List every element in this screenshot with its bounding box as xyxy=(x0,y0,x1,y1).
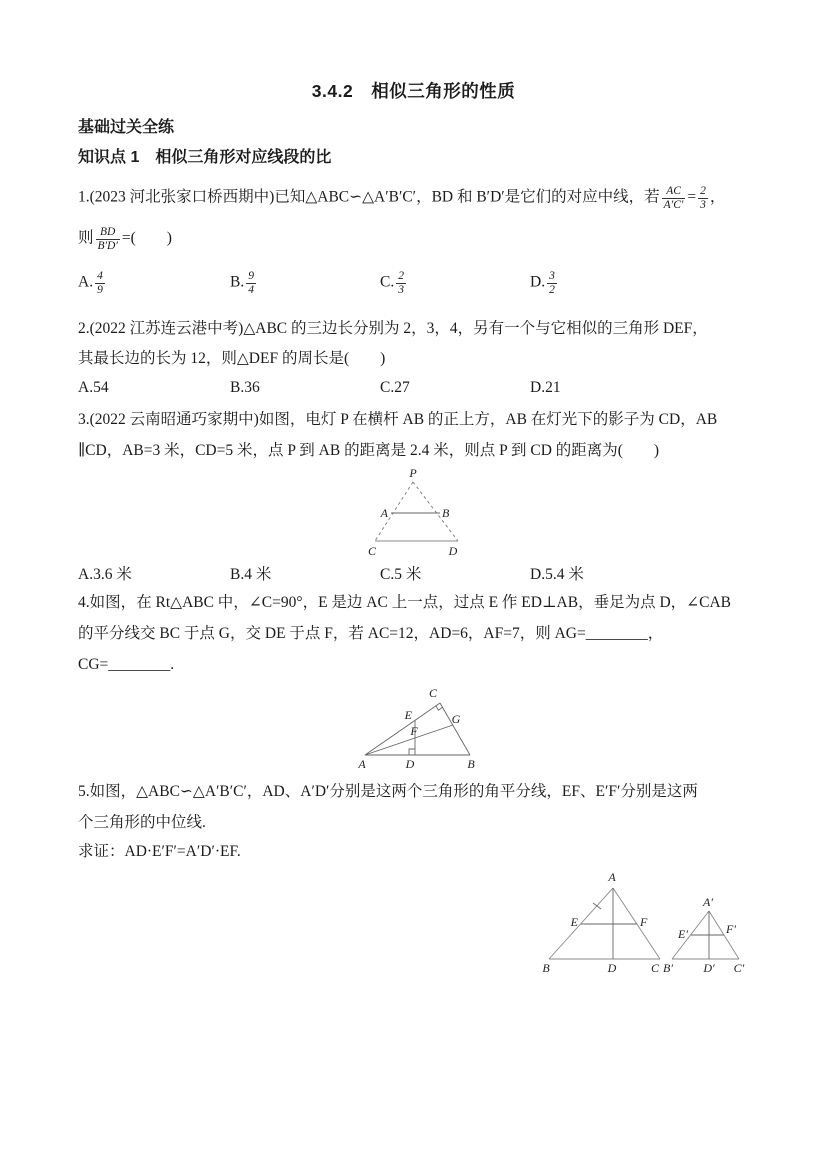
q1-option-a xyxy=(78,270,107,296)
fig5-tick-mark-ae xyxy=(593,903,601,909)
q1-option-a-label: A. xyxy=(78,273,94,291)
knowledge-point-heading: 知识点 1 相似三角形对应线段的比 xyxy=(78,149,332,166)
q1-option-b xyxy=(230,270,258,296)
fig3-label-b: B xyxy=(442,506,450,520)
q1-frac-23-den: 3 xyxy=(700,198,706,211)
q1-fraction-ac xyxy=(662,185,686,211)
fig4-label-d: D xyxy=(405,757,415,771)
q1-option-c-den: 3 xyxy=(398,283,404,296)
q1-option-c-label: C. xyxy=(380,273,395,291)
q1-option-a-num: 4 xyxy=(97,270,103,282)
q5-figure-similar-triangles xyxy=(533,866,768,978)
q2-option-c: C.27 xyxy=(380,379,410,396)
q4-figure-right-triangle xyxy=(338,680,490,774)
q3-stem-line2: ∥CD，AB=3 米，CD=5 米，点 P 到 AB 的距离是 2.4 米，则点 P 到 CD 的距离为( ) xyxy=(78,442,660,459)
q1-option-b-num: 9 xyxy=(248,270,254,282)
fig3-label-c: C xyxy=(367,544,377,558)
q3-figure-lamp-shadow xyxy=(352,466,474,562)
q5-stem-line1: 5.如图，△ABC∽△A′B′C′，AD、A′D′分别是这两个三角形的角平分线，EF、E′F′分别是这两 xyxy=(78,783,698,800)
fig3-label-p: P xyxy=(409,466,417,480)
fig5-side-ab xyxy=(549,888,613,959)
section-heading: 基础过关全练 xyxy=(78,119,175,136)
q1-option-d xyxy=(530,270,559,296)
fig5-label-f2: F′ xyxy=(726,922,736,936)
fig4-label-g: G xyxy=(451,712,461,726)
q1-option-a-fraction xyxy=(95,270,105,296)
fig5-label-b2: B′ xyxy=(663,961,673,975)
q1-stem-text: 1.(2023 河北张家口桥西期中)已知△ABC∽△A′B′C′，BD 和 B′D′是它们的对应中线，若 xyxy=(78,188,660,206)
q3-option-a: A.3.6 米 xyxy=(78,566,132,583)
fig4-label-f: F xyxy=(410,724,418,738)
q1-fraction-bd xyxy=(96,226,120,252)
q1-option-d-num: 3 xyxy=(549,270,555,282)
q4-stem-line1: 4.如图，在 Rt△ABC 中，∠C=90°，E 是边 AC 上一点，过点 E 作 ED⊥AB，垂足为点 D，∠CAB xyxy=(78,594,731,611)
fig4-label-a: A xyxy=(358,757,366,771)
q1-option-d-label: D. xyxy=(530,273,546,291)
q1-stem2-prefix: 则 xyxy=(78,229,94,247)
q2-option-b: B.36 xyxy=(230,379,260,396)
q1-frac-23-num: 2 xyxy=(700,185,706,197)
q2-option-a: A.54 xyxy=(78,379,109,396)
fig5-label-a: A xyxy=(608,870,616,884)
q1-option-d-den: 2 xyxy=(549,283,555,296)
fig3-ray-pd xyxy=(413,482,458,541)
q4-stem-line3: CG=________. xyxy=(78,656,175,673)
q1-option-c-fraction xyxy=(396,270,406,296)
fig5-label-d2: D′ xyxy=(703,961,715,975)
q1-option-c-num: 2 xyxy=(398,270,404,282)
q1-frac-ac-num: AC xyxy=(666,185,681,197)
fig4-side-ac xyxy=(365,703,440,755)
q1-frac-bd-num: BD xyxy=(100,226,116,238)
q1-equals: = xyxy=(687,188,697,206)
fig5-label-c: C xyxy=(650,961,660,975)
fig4-side-cb xyxy=(440,703,470,755)
q5-stem-line2: 个三角形的中位线. xyxy=(78,814,206,831)
q2-stem-line2: 其最长边的长为 12，则△DEF 的周长是( ) xyxy=(78,350,386,367)
q2-option-d: D.21 xyxy=(530,379,561,396)
q3-stem-line1: 3.(2022 云南昭通巧家期中)如图，电灯 P 在横杆 AB 的正上方，AB 在灯光下的影子为 CD，AB xyxy=(78,411,718,428)
q1-stem-line1 xyxy=(78,185,725,211)
q2-options-row xyxy=(0,379,827,409)
q2-stem-line1: 2.(2022 江苏连云港中考)△ABC 的三边长分别为 2，3，4，另有一个与它相似的三角形 DEF， xyxy=(78,320,708,337)
q1-option-d-fraction xyxy=(547,270,557,296)
fig5-label-b: B xyxy=(542,961,550,975)
fig3-label-a: A xyxy=(380,506,388,520)
q3-option-b: B.4 米 xyxy=(230,566,272,583)
fig5-label-f: F xyxy=(640,915,648,929)
q1-option-b-label: B. xyxy=(230,273,245,291)
q1-option-a-den: 9 xyxy=(97,283,103,296)
q1-stem-line2 xyxy=(78,226,172,252)
q1-option-b-den: 4 xyxy=(248,283,254,296)
q5-proof-request: 求证：AD·E′F′=A′D′·EF. xyxy=(78,843,241,860)
q1-option-b-fraction xyxy=(246,270,256,296)
fig4-label-b: B xyxy=(467,757,475,771)
q1-options-row xyxy=(0,270,827,300)
fig5-label-d: D xyxy=(607,961,617,975)
fig5-side-ac xyxy=(613,888,660,959)
fig4-right-angle-mark-d xyxy=(409,749,415,755)
fig4-label-e: E xyxy=(404,708,412,722)
page-title: 3.4.2 相似三角形的性质 xyxy=(311,81,516,101)
fig5-label-c2: C′ xyxy=(733,961,745,975)
q1-stem-tail: ， xyxy=(709,188,726,206)
q1-fraction-23 xyxy=(698,185,708,211)
fig4-label-c: C xyxy=(428,686,438,700)
q1-option-c xyxy=(380,270,408,296)
fig5-label-e: E xyxy=(570,915,578,929)
q3-options-row xyxy=(0,562,827,592)
q3-option-d: D.5.4 米 xyxy=(530,566,584,583)
fig5-label-a2: A′ xyxy=(703,895,713,909)
q1-frac-ac-den: A′C′ xyxy=(663,198,684,211)
q1-answer-blank: =( ) xyxy=(121,229,172,247)
fig3-label-d: D xyxy=(448,544,458,558)
q4-stem-line2: 的平分线交 BC 于点 G，交 DE 于点 F，若 AC=12，AD=6，AF=7，则 AG=________， xyxy=(78,625,664,642)
q3-option-c: C.5 米 xyxy=(380,566,422,583)
q1-frac-bd-den: B′D′ xyxy=(97,239,118,252)
fig5-label-e2: E′ xyxy=(678,927,688,941)
